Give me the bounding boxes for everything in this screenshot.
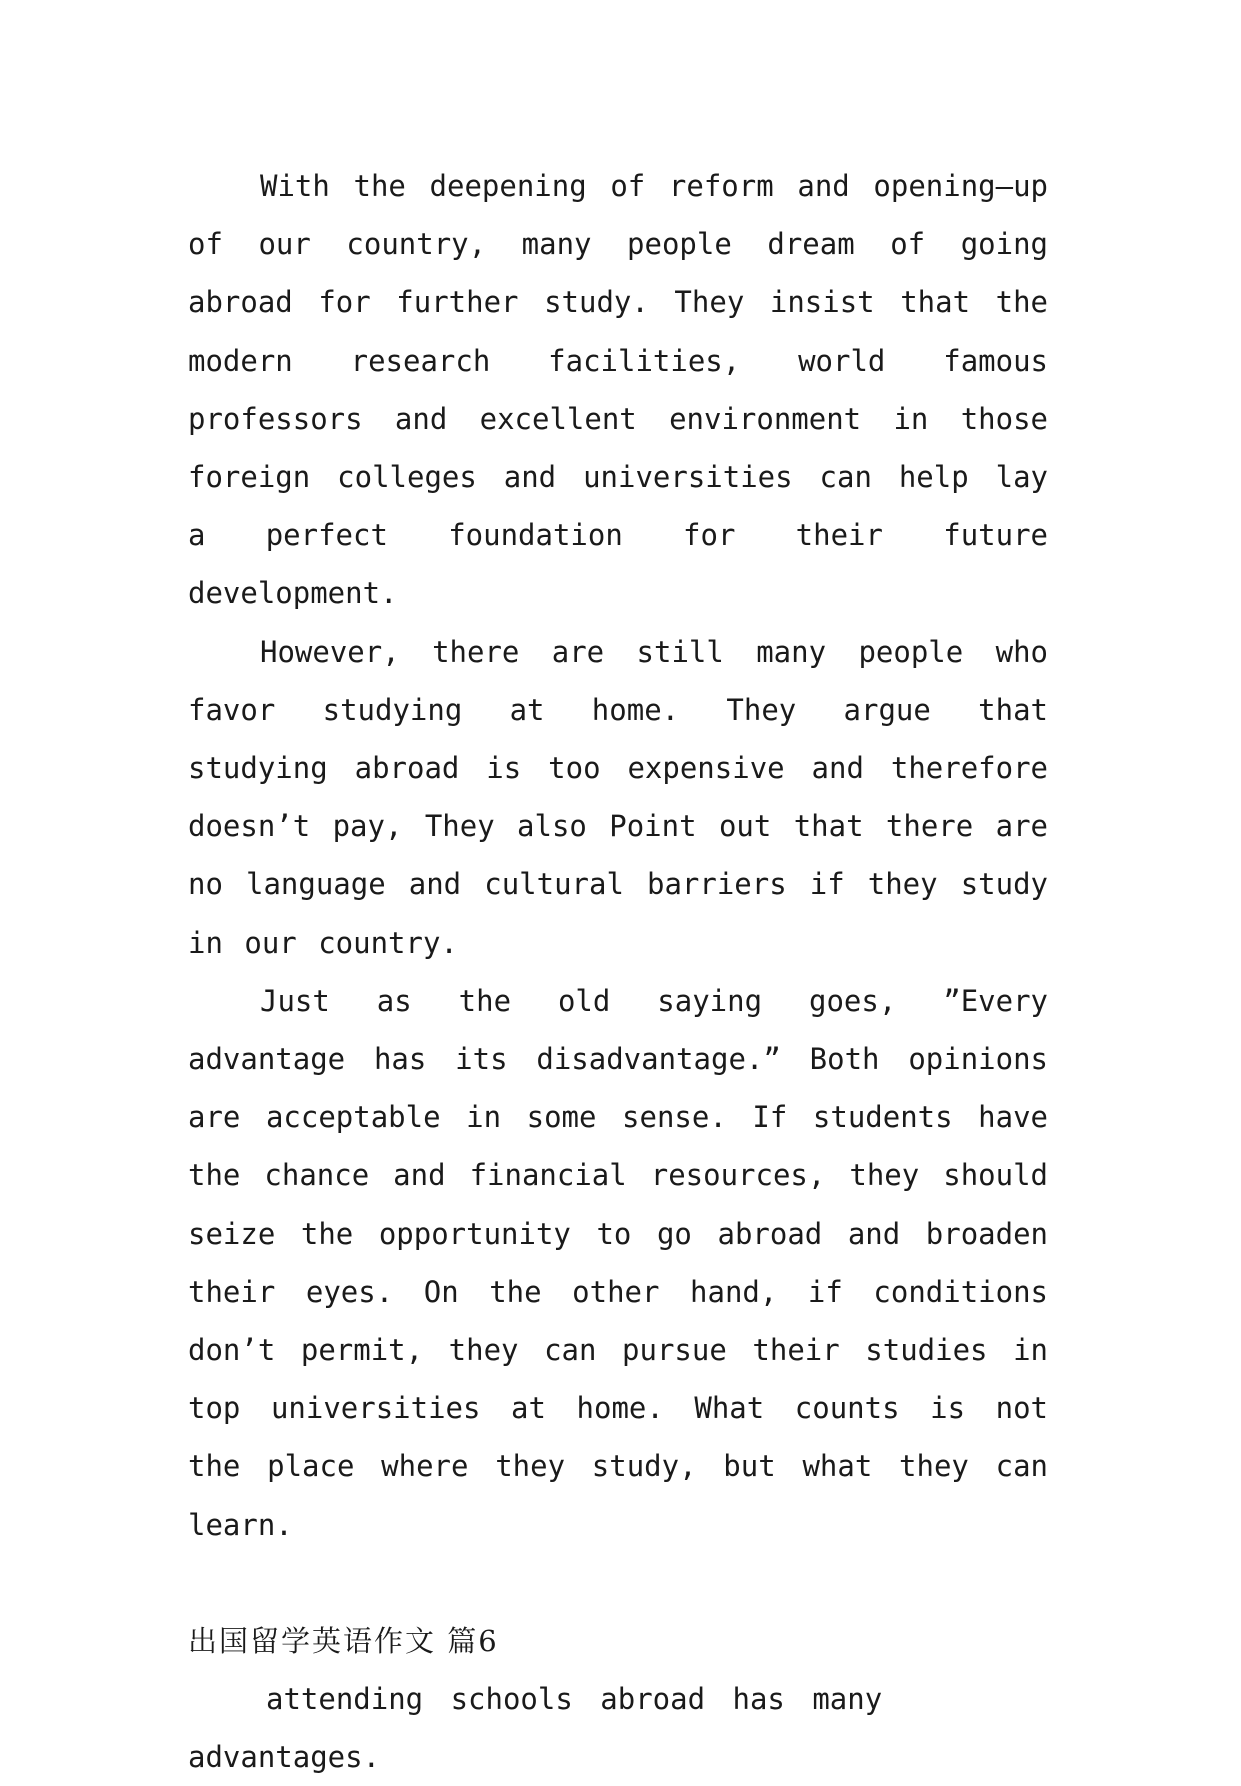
paragraph-2: However, there are still many people who favor studying at home. They argue that studying abroad is too expensive and therefore doesn’t pay, They also Point out that there are no language and cultural barriers if they study in our country. — [188, 634, 1048, 960]
paragraph-1: With the deepening of reform and opening—up of our country, many people dream of going abroad for further study. They insist that the modern research facilities, world famous professors and excellent environment in those foreign colleges and universities can help lay a perfect foundation for their future development. — [188, 169, 1048, 611]
paragraph-4: attending schools abroad has many advantages. — [188, 1682, 883, 1775]
paragraph-3: Just as the old saying goes, ”Every advantage has its disadvantage.” Both opinions are acceptable in some sense. If students have the chance and financial resources, they should seize the opportunity to go abroad and broaden their eyes. On the other hand, if conditions don’t permit, they can pursue their studies in top universities at home. What counts is not the place where they study, but what they can learn. — [188, 983, 1048, 1542]
section-heading: 出国留学英语作文 篇6 — [188, 1623, 499, 1658]
essay-body — [188, 157, 1048, 1786]
